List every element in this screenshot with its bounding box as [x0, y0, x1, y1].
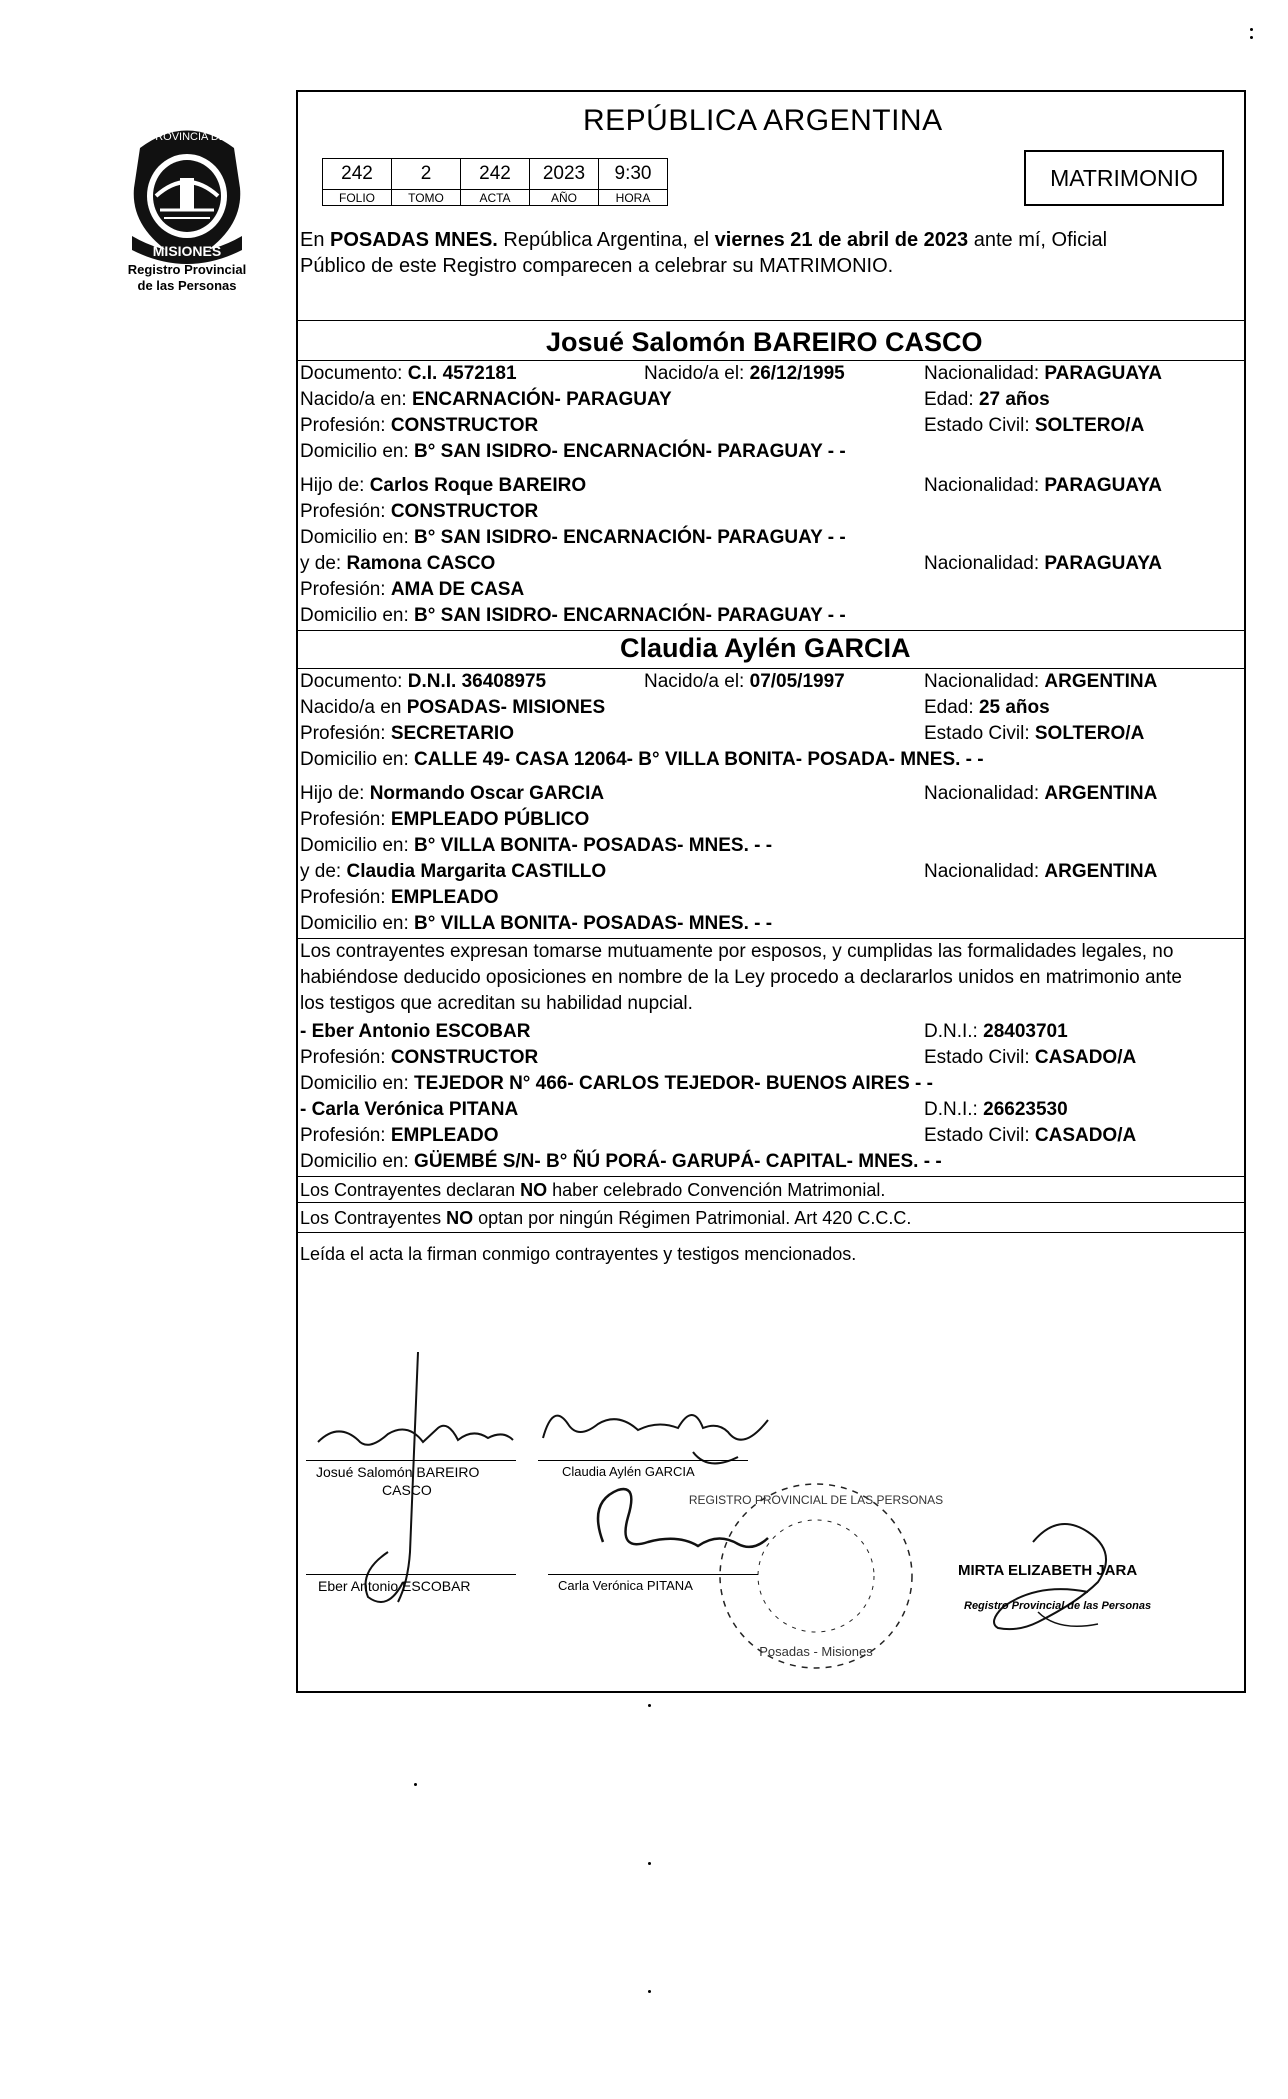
- bride-name: Claudia Aylén GARCIA: [620, 633, 911, 663]
- bride-document: Documento: D.N.I. 36408975: [300, 671, 547, 692]
- page-speck: [1250, 36, 1253, 39]
- page-speck: [648, 1704, 651, 1707]
- tomo-value: 2: [392, 159, 461, 190]
- declaration-line-3: los testigos que acreditan su habilidad nupcial.: [300, 993, 693, 1014]
- act-type: MATRIMONIO: [1050, 164, 1198, 191]
- bride-mother: y de: Claudia Margarita CASTILLO: [300, 861, 607, 882]
- document-title: REPÚBLICA ARGENTINA: [583, 104, 943, 137]
- divider: [298, 938, 1244, 939]
- bride-nationality: Nacionalidad: ARGENTINA: [924, 671, 1158, 692]
- groom-document: Documento: C.I. 4572181: [300, 363, 517, 384]
- groom-civil-status: Estado Civil: SOLTERO/A: [924, 415, 1145, 436]
- intro-place: POSADAS MNES.: [330, 229, 498, 251]
- witness-1-signature-label: Eber Antonio ESCOBAR: [318, 1578, 471, 1594]
- groom-father-address: Domicilio en: B° SAN ISIDRO- ENCARNACIÓN- PARAGUAY - -: [300, 527, 846, 548]
- intro-line-1: [300, 228, 1107, 252]
- witness-2-address: Domicilio en: GÜEMBÉ S/N- B° ÑÚ PORÁ- GARUPÁ- CAPITAL- MNES. - -: [300, 1151, 942, 1172]
- intro-suffix: ante mí, Oficial: [968, 229, 1108, 251]
- page-speck: [648, 1990, 651, 1993]
- bride-profession: Profesión: SECRETARIO: [300, 723, 514, 744]
- bride-birthplace: Nacido/a en POSADAS- MISIONES: [300, 697, 606, 718]
- bride-father-address: Domicilio en: B° VILLA BONITA- POSADAS- MNES. - -: [300, 835, 773, 856]
- signature-line: [306, 1460, 516, 1461]
- intro-mid: República Argentina, el: [497, 229, 715, 251]
- hora-label: HORA: [599, 190, 668, 206]
- signature-line: [306, 1574, 516, 1575]
- witness-2-name: - Carla Verónica PITANA: [300, 1099, 519, 1120]
- groom-father: Hijo de: Carlos Roque BAREIRO: [300, 475, 587, 496]
- signature-line: [538, 1460, 748, 1461]
- witness-2-signature-label: Carla Verónica PITANA: [558, 1578, 693, 1593]
- province-crest-icon: [112, 118, 262, 268]
- intro-line-2: Público de este Registro comparecen a celebrar su MATRIMONIO.: [300, 255, 894, 277]
- bride-mother-nationality: Nacionalidad: ARGENTINA: [924, 861, 1158, 882]
- divider: [298, 1202, 1244, 1203]
- witness-2-dni: D.N.I.: 26623530: [924, 1099, 1068, 1120]
- groom-mother-address: Domicilio en: B° SAN ISIDRO- ENCARNACIÓN- PARAGUAY - -: [300, 605, 846, 626]
- bride-father-profession: Profesión: EMPLEADO PÚBLICO: [300, 809, 590, 830]
- convention-line-2: Los Contrayentes NO optan por ningún Régimen Patrimonial. Art 420 C.C.C.: [300, 1208, 912, 1228]
- bride-mother-profession: Profesión: EMPLEADO: [300, 887, 499, 908]
- seal-top-text: REGISTRO PROVINCIAL DE LAS PERSONAS: [688, 1493, 944, 1507]
- groom-address: Domicilio en: B° SAN ISIDRO- ENCARNACIÓN- PARAGUAY - -: [300, 441, 846, 462]
- bride-address: Domicilio en: CALLE 49- CASA 12064- B° VILLA BONITA- POSADA- MNES. - -: [300, 749, 984, 770]
- groom-signature-label-2: CASCO: [382, 1482, 432, 1498]
- divider: [298, 1232, 1244, 1233]
- tomo-label: TOMO: [392, 190, 461, 206]
- registry-logo: [112, 118, 262, 293]
- witness-2-civil-status: Estado Civil: CASADO/A: [924, 1125, 1137, 1146]
- divider: [298, 1176, 1244, 1177]
- groom-name: Josué Salomón BAREIRO CASCO: [546, 327, 983, 357]
- acta-value: 242: [461, 159, 530, 190]
- registry-label-line2: de las Personas: [137, 278, 237, 293]
- crest-bottom-text: MISIONES: [152, 243, 222, 259]
- page-speck: [414, 1783, 417, 1786]
- divider: [298, 668, 1244, 669]
- witness-1-name: - Eber Antonio ESCOBAR: [300, 1021, 531, 1042]
- anio-label: AÑO: [530, 190, 599, 206]
- convention-line-1: Los Contrayentes declaran NO haber celebrado Convención Matrimonial.: [300, 1180, 886, 1200]
- groom-profession: Profesión: CONSTRUCTOR: [300, 415, 539, 436]
- intro-prefix: En: [300, 229, 331, 251]
- groom-birthplace: Nacido/a en: ENCARNACIÓN- PARAGUAY: [300, 389, 672, 410]
- intro-date: viernes 21 de abril de 2023: [714, 229, 969, 251]
- bride-signature-label: Claudia Aylén GARCIA: [562, 1464, 695, 1479]
- hora-value: 9:30: [599, 159, 668, 190]
- groom-father-profession: Profesión: CONSTRUCTOR: [300, 501, 539, 522]
- declaration-line-2: habiéndose deducido oposiciones en nombre de la Ley procedo a declararlos unidos en matrimonio ante: [300, 967, 1182, 988]
- groom-mother: y de: Ramona CASCO: [300, 553, 496, 574]
- groom-signature-label-1: Josué Salomón BAREIRO: [316, 1464, 480, 1480]
- groom-nationality: Nacionalidad: PARAGUAYA: [924, 363, 1162, 384]
- groom-age: Edad: 27 años: [924, 389, 1050, 410]
- groom-birthdate: Nacido/a el: 26/12/1995: [644, 363, 845, 384]
- bride-age: Edad: 25 años: [924, 697, 1050, 718]
- divider: [298, 360, 1244, 361]
- official-title: Registro Provincial de las Personas: [964, 1600, 1152, 1612]
- bride-father-nationality: Nacionalidad: ARGENTINA: [924, 783, 1158, 804]
- witness-1-civil-status: Estado Civil: CASADO/A: [924, 1047, 1137, 1068]
- signature-line: [548, 1574, 758, 1575]
- folio-value: 242: [323, 159, 392, 190]
- witness-1-dni: D.N.I.: 28403701: [924, 1021, 1068, 1042]
- groom-father-nationality: Nacionalidad: PARAGUAYA: [924, 475, 1162, 496]
- seal-bottom-text: Posadas - Misiones: [759, 1644, 873, 1659]
- anio-value: 2023: [530, 159, 599, 190]
- acta-label: ACTA: [461, 190, 530, 206]
- bride-civil-status: Estado Civil: SOLTERO/A: [924, 723, 1145, 744]
- bride-father: Hijo de: Normando Oscar GARCIA: [300, 783, 605, 804]
- official-name: MIRTA ELIZABETH JARA: [958, 1562, 1138, 1579]
- folio-label: FOLIO: [323, 190, 392, 206]
- witness-1-profession: Profesión: CONSTRUCTOR: [300, 1047, 539, 1068]
- registry-label-line1: Registro Provincial: [127, 262, 247, 277]
- groom-mother-profession: Profesión: AMA DE CASA: [300, 579, 525, 600]
- divider: [298, 320, 1244, 321]
- page-speck: [1250, 28, 1253, 31]
- seal-icon: [720, 1484, 912, 1668]
- crest-top-text: PROVINCIA DE: [147, 131, 227, 143]
- closing-text: Leída el acta la firman conmigo contrayentes y testigos mencionados.: [300, 1244, 857, 1264]
- witness-2-profession: Profesión: EMPLEADO: [300, 1125, 499, 1146]
- act-type-box: [1024, 150, 1224, 206]
- marriage-certificate: [296, 90, 1246, 1693]
- divider: [298, 630, 1244, 631]
- declaration-line-1: Los contrayentes expresan tomarse mutuamente por esposos, y cumplidas las formalidades legales, no: [300, 941, 1174, 962]
- page-speck: [648, 1862, 651, 1865]
- record-grid: [322, 158, 668, 206]
- witness-1-address: Domicilio en: TEJEDOR N° 466- CARLOS TEJEDOR- BUENOS AIRES - -: [300, 1073, 933, 1094]
- bride-birthdate: Nacido/a el: 07/05/1997: [644, 671, 845, 692]
- bride-mother-address: Domicilio en: B° VILLA BONITA- POSADAS- MNES. - -: [300, 913, 773, 934]
- groom-mother-nationality: Nacionalidad: PARAGUAYA: [924, 553, 1162, 574]
